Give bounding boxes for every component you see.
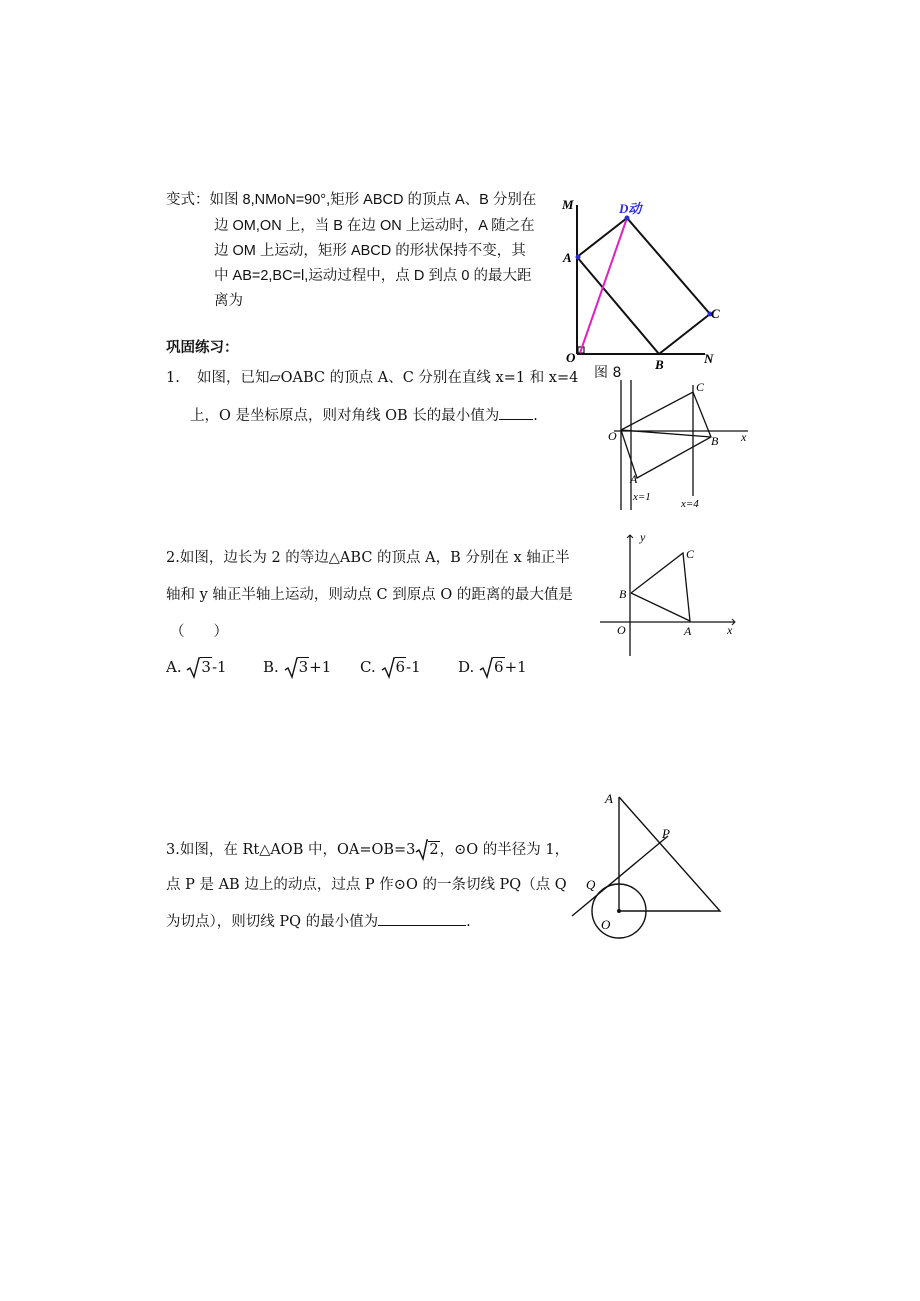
q2-label-x: x — [727, 623, 733, 637]
q1-label-x: x — [741, 430, 747, 444]
label-n: N — [704, 351, 714, 366]
q3-period: . — [466, 914, 471, 930]
label-a: A — [563, 250, 572, 265]
q2-option-d-radicand: 6 — [494, 658, 504, 676]
q2-option-c-label: C. — [360, 658, 376, 676]
q2-option-a-label: A. — [166, 658, 182, 676]
variant-line-3: 边 OM 上运动，矩形 ABCD 的形状保持不变，其 — [214, 243, 526, 259]
q3-triangle-aob — [619, 797, 720, 911]
q3-label-p: P — [662, 826, 670, 841]
q1-label-b: B — [711, 434, 719, 448]
q3-label-a: A — [605, 791, 613, 806]
practice-heading: 巩固练习： — [166, 340, 239, 356]
q1-period: . — [533, 408, 538, 424]
q3-radicand: 2 — [429, 842, 439, 858]
q3-label-o: O — [601, 917, 611, 932]
q2-option-b-op: +1 — [309, 658, 332, 676]
variant-line-1: 变式：如图 8,NMoN=90°,矩形 ABCD 的顶点 A、B 分别在 — [166, 192, 537, 208]
variant-line-2: 边 OM,ON 上，当 B 在边 ON 上运动时，A 随之在 — [214, 218, 535, 234]
q2-option-d-label: D. — [458, 658, 475, 676]
q3-line-1-end: ，⊙O 的半径为 1， — [439, 842, 570, 858]
label-b: B — [655, 357, 664, 372]
label-c: C — [711, 306, 720, 321]
q1-label-x4: x=4 — [681, 498, 699, 510]
variant-line-4: 中 AB=2,BC=l,运动过程中，点 D 到点 0 的最大距 — [214, 268, 532, 284]
q2-option-b-label: B. — [263, 658, 279, 676]
q2-label-y: y — [640, 530, 646, 544]
q3-tangent-line — [572, 836, 668, 916]
q3-line-2: 点 P 是 AB 边上的动点，过点 P 作⊙O 的一条切线 PQ（点 Q — [166, 877, 567, 893]
q2-option-c-radicand: 6 — [395, 658, 406, 676]
q2-label-o: O — [617, 623, 626, 637]
q1-label-c: C — [696, 380, 705, 394]
label-m: M — [562, 197, 574, 212]
q1-label-a: A — [630, 472, 638, 486]
q2-line-2: 轴和 y 轴正半轴上运动，则动点 C 到原点 O 的距离的最大值是 — [166, 587, 573, 603]
q1-label-o: O — [608, 429, 617, 443]
q1-line-2-text: 上，O 是坐标原点，则对角线 OB 长的最小值为 — [190, 408, 500, 424]
q2-label-c: C — [686, 547, 695, 561]
q1-label-x1: x=1 — [633, 491, 651, 503]
label-d: D动 — [619, 201, 642, 216]
q2-option-b-radicand: 3 — [298, 658, 309, 676]
q3-label-q: Q — [586, 877, 596, 892]
q2-option-d-op: +1 — [504, 658, 527, 676]
q3-line-3-text: 为切点），则切线 PQ 的最小值为 — [166, 914, 379, 930]
q2-option-c-op: -1 — [406, 658, 421, 676]
label-o: O — [566, 350, 576, 365]
q2-label-a: A — [684, 624, 692, 638]
q1-number: 1. — [166, 370, 180, 386]
q2-label-b: B — [619, 587, 627, 601]
q2-option-a-radicand: 3 — [201, 658, 211, 676]
q3-line-1-start: 3.如图，在 Rt△AOB 中，OA=OB=3 — [166, 842, 416, 858]
variant-line-5: 离为 — [214, 293, 243, 309]
figure-8-caption: 图 8 — [594, 365, 622, 381]
q1-line-1: 如图，已知▱OABC 的顶点 A、C 分别在直线 x=1 和 x=4 — [197, 370, 579, 386]
q2-line-3: （ ） — [170, 624, 228, 640]
q2-option-a-op: -1 — [211, 658, 227, 676]
q3-center-dot — [617, 909, 621, 913]
q2-line-1: 2.如图，边长为 2 的等边△ABC 的顶点 A，B 分别在 x 轴正半 — [166, 550, 570, 566]
